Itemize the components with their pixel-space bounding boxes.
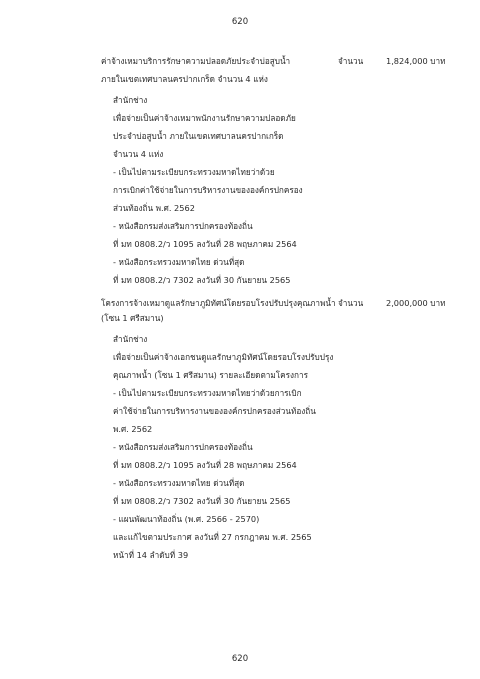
- item-title-line: (โซน 1 ศรีสมาน): [101, 313, 164, 323]
- detail-line: ส่วนท้องถิ่น พ.ศ. 2562: [113, 203, 195, 213]
- detail-line: หน้าที่ 14 ลำดับที่ 39: [113, 550, 189, 560]
- detail-line: จำนวน 4 แห่ง: [113, 149, 164, 159]
- detail-line: และแก้ไขตามประกาศ ลงวันที่ 27 กรกฎาคม พ.ศ. 2565: [113, 532, 312, 542]
- item-title-line: ค่าจ้างเหมาบริการรักษาความปลอดภัยประจำบ่อสูบน้ำ: [101, 56, 291, 66]
- detail-line: ประจำบ่อสูบน้ำ ภายในเขตเทศบาลนครปากเกร็ด: [113, 131, 284, 141]
- detail-line: - หนังสือกรมส่งเสริมการปกครองท้องถิ่น: [113, 442, 253, 452]
- department-label: สำนักช่าง: [113, 334, 148, 344]
- detail-line: พ.ศ. 2562: [113, 424, 153, 434]
- detail-line: - เป็นไปตามระเบียบกระทรวงมหาดไทยว่าด้วยการเบิก: [113, 388, 302, 398]
- detail-line: - เป็นไปตามระเบียบกระทรวงมหาดไทยว่าด้วย: [113, 167, 275, 177]
- amount-value: 1,824,000 บาท: [386, 56, 446, 66]
- detail-line: เพื่อจ่ายเป็นค่าจ้างเหมาพนักงานรักษาความปลอดภัย: [113, 113, 296, 123]
- detail-line: เพื่อจ่ายเป็นค่าจ้างเอกชนดูแลรักษาภูมิทัศน์โดยรอบโรงปรับปรุง: [113, 352, 334, 362]
- detail-line: - หนังสือกระทรวงมหาดไทย ด่วนที่สุด: [113, 257, 245, 267]
- page-number-top: 620: [231, 17, 249, 27]
- item-title-line: ภายในเขตเทศบาลนครปากเกร็ด จำนวน 4 แห่ง: [101, 74, 268, 84]
- detail-line: ที่ มท 0808.2/ว 7302 ลงวันที่ 30 กันยายน 2565: [113, 496, 291, 506]
- amount-label: จำนวน: [338, 298, 364, 308]
- detail-line: ที่ มท 0808.2/ว 1095 ลงวันที่ 28 พฤษภาคม 2564: [113, 239, 297, 249]
- detail-line: ที่ มท 0808.2/ว 1095 ลงวันที่ 28 พฤษภาคม 2564: [113, 460, 297, 470]
- detail-line: - หนังสือกรมส่งเสริมการปกครองท้องถิ่น: [113, 221, 253, 231]
- item-title-line: โครงการจ้างเหมาดูแลรักษาภูมิทัศน์โดยรอบโรงปรับปรุงคุณภาพน้ำ: [101, 298, 336, 308]
- detail-line: - หนังสือกระทรวงมหาดไทย ด่วนที่สุด: [113, 478, 245, 488]
- detail-line: คุณภาพน้ำ (โซน 1 ศรีสมาน) รายละเอียดตามโครงการ: [113, 370, 308, 380]
- detail-line: ที่ มท 0808.2/ว 7302 ลงวันที่ 30 กันยายน 2565: [113, 275, 291, 285]
- department-label: สำนักช่าง: [113, 95, 148, 105]
- amount-label: จำนวน: [338, 56, 364, 66]
- detail-line: - แผนพัฒนาท้องถิ่น (พ.ศ. 2566 - 2570): [113, 514, 260, 524]
- detail-line: การเบิกค่าใช้จ่ายในการบริหารงานขององค์กรปกครอง: [113, 185, 303, 195]
- detail-line: ค่าใช้จ่ายในการบริหารงานขององค์กรปกครองส่วนท้องถิ่น: [113, 406, 316, 416]
- page-number-bottom: 620: [231, 654, 249, 664]
- amount-value: 2,000,000 บาท: [386, 298, 446, 308]
